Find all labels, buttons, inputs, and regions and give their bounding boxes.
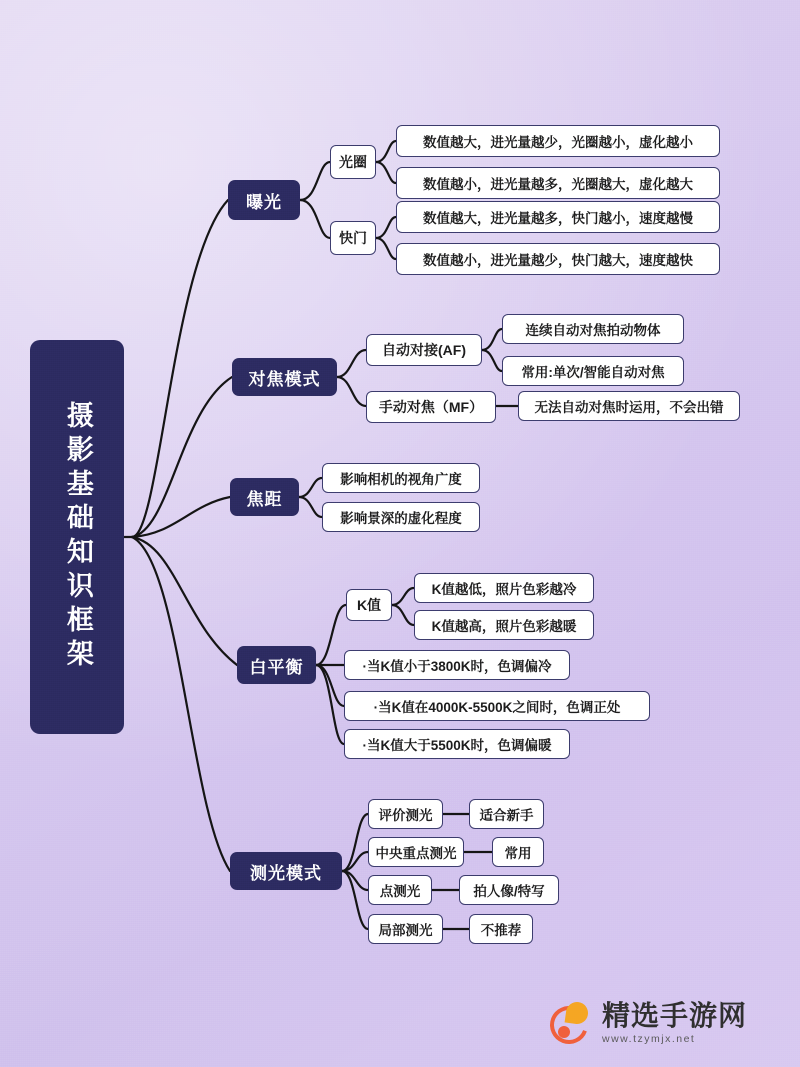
flower-logo-icon: [548, 1000, 594, 1046]
watermark-url: www.tzymjx.net: [602, 1033, 696, 1046]
leaf-focal-length-2[interactable]: 影响景深的虚化程度: [322, 502, 480, 532]
leaf-spot-metering-note[interactable]: 拍人像/特写: [459, 875, 559, 905]
node-aperture[interactable]: 光圈: [330, 145, 376, 179]
leaf-autofocus-2[interactable]: 常用:单次/智能自动对焦: [502, 356, 684, 386]
leaf-focal-length-1[interactable]: 影响相机的视角广度: [322, 463, 480, 493]
node-manual-focus[interactable]: 手动对焦（MF）: [366, 391, 496, 423]
node-evaluative-metering[interactable]: 评价测光: [368, 799, 443, 829]
node-shutter[interactable]: 快门: [330, 221, 376, 255]
node-k-value[interactable]: K值: [346, 589, 392, 621]
leaf-k-value-high[interactable]: K值越高，照片色彩越暖: [414, 610, 594, 640]
branch-node-focus-mode[interactable]: 对焦模式: [232, 358, 337, 396]
node-center-weighted-metering[interactable]: 中央重点测光: [368, 837, 464, 867]
leaf-k-value-low[interactable]: K值越低，照片色彩越冷: [414, 573, 594, 603]
leaf-manual-focus-1[interactable]: 无法自动对焦时运用，不会出错: [518, 391, 740, 421]
leaf-partial-metering-note[interactable]: 不推荐: [469, 914, 533, 944]
branch-node-white-balance[interactable]: 白平衡: [237, 646, 316, 684]
node-autofocus[interactable]: 自动对接(AF): [366, 334, 482, 366]
leaf-evaluative-metering-note[interactable]: 适合新手: [469, 799, 544, 829]
leaf-shutter-2[interactable]: 数值越小，进光量越少，快门越大，速度越快: [396, 243, 720, 275]
watermark: [548, 992, 780, 1054]
leaf-aperture-1[interactable]: 数值越大，进光量越少，光圈越小，虚化越小: [396, 125, 720, 157]
leaf-white-balance-3[interactable]: ·当K值大于5500K时，色调偏暖: [344, 729, 570, 759]
branch-node-exposure[interactable]: 曝光: [228, 180, 300, 220]
leaf-center-weighted-metering-note[interactable]: 常用: [492, 837, 544, 867]
leaf-autofocus-1[interactable]: 连续自动对焦拍动物体: [502, 314, 684, 344]
node-spot-metering[interactable]: 点测光: [368, 875, 432, 905]
root-node[interactable]: 摄影基础知识框架: [30, 340, 124, 734]
leaf-aperture-2[interactable]: 数值越小，进光量越多，光圈越大，虚化越大: [396, 167, 720, 199]
branch-node-focal-length[interactable]: 焦距: [230, 478, 299, 516]
node-partial-metering[interactable]: 局部测光: [368, 914, 443, 944]
leaf-white-balance-1[interactable]: ·当K值小于3800K时，色调偏冷: [344, 650, 570, 680]
leaf-shutter-1[interactable]: 数值越大，进光量越多，快门越小，速度越慢: [396, 201, 720, 233]
leaf-white-balance-2[interactable]: ·当K值在4000K-5500K之间时，色调正处: [344, 691, 650, 721]
watermark-title: 精选手游网: [602, 999, 748, 1031]
branch-node-metering-mode[interactable]: 测光模式: [230, 852, 342, 890]
